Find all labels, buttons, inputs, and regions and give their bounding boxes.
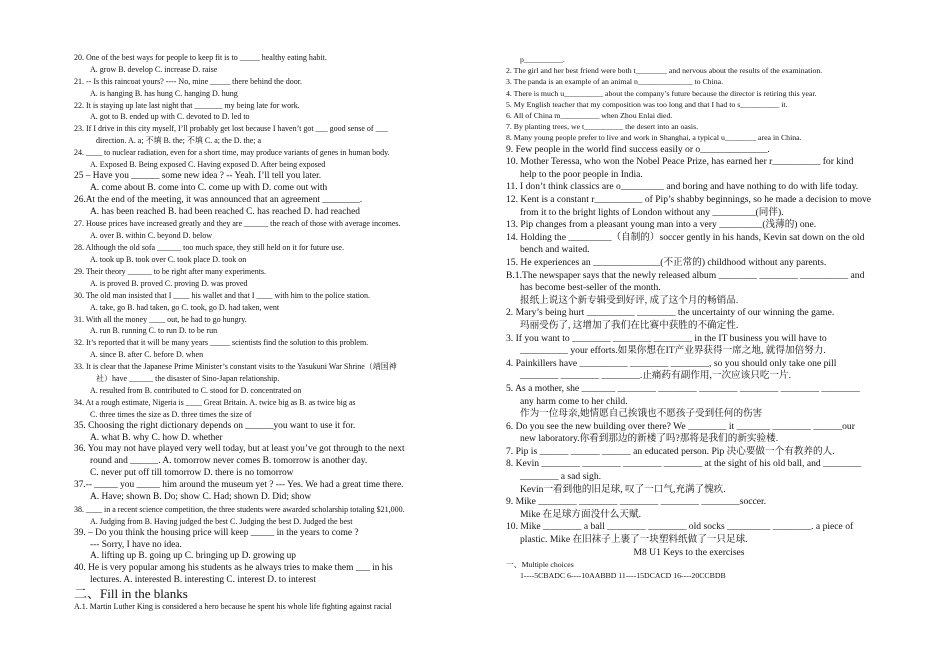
question-line: A. Exposed B. Being exposed C. Having exposed D. After being exposed xyxy=(90,160,326,170)
question-line: 25 – Have you ______ some new idea ? -- Yeah. I’ll tell you later. xyxy=(74,170,322,181)
question-line: direction. A. a; 不填 B. the; 不填 C. a; the D. the; a xyxy=(96,136,262,146)
question-line: 30. The old man insisted that I ____ his wallet and that I ____ with him to the police station. xyxy=(74,290,371,300)
section-heading: 二、Fill in the blanks xyxy=(74,586,188,602)
question-line: A.1. Martin Luther King is considered a hero because he spent his whole life fighting against racial xyxy=(74,602,392,612)
question-line: 36. You may not have played very well today, but at least you’ve got through to the next xyxy=(74,444,405,455)
question-line: A. come about B. come into C. come up with D. come out with xyxy=(90,182,328,193)
question-line: A. take, go B. had taken, go C. took, go D. had taken, went xyxy=(90,302,280,312)
question-line: 39. – Do you think the housing price will keep _____ in the years to come ? xyxy=(74,527,359,538)
question-line: 22. It is staying up late last night that _______ my being late for work. xyxy=(74,100,300,110)
fill-blank-line: 2. The girl and her best friend were both t________ and nervous about the results of the examination. xyxy=(506,66,823,76)
question-line: A. is proved B. proved C. proving D. was proved xyxy=(90,278,248,288)
fill-blank-item: 12. Kent is a constant r__________ of Pip’s shabby beginnings, so he made a decision to move from it to the bright lights of London without any _________(同伴). xyxy=(506,194,872,218)
translation-item: 8. Kevin ________ ________ ________ ________ at the sight of his old ball, and ________ ________ a sad sigh. xyxy=(506,458,862,483)
question-line: round and ______. A. tomorrow never comes B. tomorrow is another day. xyxy=(90,456,368,467)
translation-chinese: 玛丽受伤了, 这增加了我们在比赛中获胜的不确定性. xyxy=(520,319,739,331)
question-line: 38. ____ in a recent science competition, the three students were awarded scholarship totaling $21,000. xyxy=(74,504,405,514)
question-line: lectures. A. interested B. interesting C. interest D. to interest xyxy=(90,575,316,586)
question-line: 32. It’s reported that it will be many years _____ scientists find the solution to this problem. xyxy=(74,338,369,348)
translation-item: 4. Painkillers have __________ ________ ________, so you should only take one pill ________ ________ ________.止痛药有副作用,一次应该只吃一片. xyxy=(506,357,837,382)
keys-line: 1----5CBADC 6----10AABBD 11----15DCACD 16----20CCBDB xyxy=(520,571,726,581)
question-line: A. is hanging B. has hung C. hanging D. hung xyxy=(90,88,238,98)
fill-blank-line: 6. All of China m__________ when Zhou Enlai died. xyxy=(506,111,673,121)
question-line: C. three times the size as D. three times the size of xyxy=(90,409,252,419)
fill-blank-line: 4. There is much u__________ about the company’s future because the director is retiring this year. xyxy=(506,88,817,98)
translation-chinese: Kevin一看到他的旧足球, 叹了一口气,充满了愧疚. xyxy=(520,483,726,495)
question-line: 23. If I drive in this city myself, I’ll probably get lost because I haven’t got ___ good sense of ___ xyxy=(74,124,388,134)
question-line: 27. House prices have increased greatly and they are ______ the reach of those with average incomes. xyxy=(74,219,401,229)
translation-item: 6. Do you see the new building over there? We ________ it _______ ________ ______our new laboratory.你看到那边的新楼了吗?那将是我们的新实验楼. xyxy=(506,420,855,445)
question-line: A. over B. within C. beyond D. below xyxy=(90,231,212,241)
question-line: 29. Their theory ______ to be right after many experiments. xyxy=(74,267,267,277)
translation-chinese: Mike 在足球方面没什么天赋. xyxy=(520,508,641,520)
fill-blank-line: p__________. xyxy=(520,55,565,64)
question-line: A. lifting up B. going up C. bringing up D. growing up xyxy=(90,551,296,562)
question-line: 21. -- Is this raincoat yours? ---- No, mine _____ there behind the door. xyxy=(74,76,302,86)
translation-item: 2. Mary’s being hurt __________ ________ the uncertainty of our winning the game. xyxy=(506,307,835,319)
question-line: 33. It is clear that the Japanese Prime Minister’s constant visits to the Yasukuni War Shrine（靖国神 xyxy=(74,362,397,372)
question-line: 40. He is very popular among his students as he always tries to make them ___ in his xyxy=(74,563,393,574)
right-column xyxy=(506,54,872,582)
question-line: A. Judging from B. Having judged the best C. Judging the best D. Judged the best xyxy=(90,516,353,526)
left-column xyxy=(74,52,446,613)
fill-blank-line: 5. My English teacher that my composition was too long and that I had to s__________ it. xyxy=(506,99,788,109)
question-line: A. resulted from B. contributed to C. stood for D. concentrated on xyxy=(90,385,302,395)
translation-item: 5. As a mother, she _______ ________ ________ ________ ________ ________ ________ any harm come to her child. xyxy=(506,382,860,407)
question-line: A. since B. after C. before D. when xyxy=(90,350,204,360)
question-line: A. got to B. ended up with C. devoted to D. led to xyxy=(90,112,250,122)
question-line: A. grow B. develop C. increase D. raise xyxy=(90,64,218,74)
question-line: C. never put off till tomorrow D. there is no tomorrow xyxy=(90,468,294,479)
keys-subtitle: 一、Multiple choices xyxy=(506,560,574,570)
fill-blank-item: 11. I don’t think classics are o_________ and boring and have nothing to do with life today. xyxy=(506,181,859,193)
question-line: 20. One of the best ways for people to keep fit is to _____ healthy eating habit. xyxy=(74,53,327,62)
question-line: --- Sorry, I have no idea. xyxy=(90,539,182,550)
fill-blank-line: 8. Many young people prefer to live and work in Shanghai, a typical u________ area in China. xyxy=(506,133,802,143)
question-line: 社）have ______ the disaster of Sino-Japan relationship. xyxy=(96,374,280,384)
question-line: 35. Choosing the right dictionary depends on ______you want to use it for. xyxy=(74,420,356,431)
translation-item: B.1.The newspaper says that the newly released album ________ ________ __________ and has become best-seller of the month. xyxy=(506,269,865,294)
fill-blank-item: 14. Holding the _________（自制的）soccer gently in his hands, Kevin sat down on the old bench and waited. xyxy=(506,231,865,256)
fill-blank-line: 7. By planting trees, we t__________ the desert into an oasis. xyxy=(506,122,699,132)
question-line: 24. ____ to nuclear radiation, even for a short time, may produce variants of genes in human body. xyxy=(74,148,390,158)
question-line: A. has been reached B. had been reached C. has reached D. had reached xyxy=(90,206,360,217)
translation-chinese: 报纸上说这个新专辑受到好评, 成了这个月的畅销品. xyxy=(520,294,739,306)
question-line: A. Have; shown B. Do; show C. Had; shown D. Did; show xyxy=(90,491,312,502)
question-line: A. run B. running C. to run D. to be run xyxy=(90,326,218,336)
question-line: 28. Although the old sofa ______ too much space, they still held on it for future use. xyxy=(74,243,344,253)
question-line: A. what B. why C. how D. whether xyxy=(90,432,223,443)
fill-blank-item: 10. Mother Teressa, who won the Nobel Peace Prize, has earned her r__________ for kind help to the poor people in India. xyxy=(506,156,854,180)
fill-blank-item: 13. Pip changes from a pleasant young man into a very _________(浅薄的) one. xyxy=(506,219,817,231)
keys-title: M8 U1 Keys to the exercises xyxy=(633,546,745,558)
translation-item: 7. Pip is ______ ______ ______ an educated person. Pip 决心要做一个有教养的人. xyxy=(506,445,835,457)
translation-item: 9. Mike ________ ________ ________ ________ ________soccer. xyxy=(506,496,767,508)
translation-item: 10. Mike ________ a ball ________ ________ old socks _________ ________. a piece of plastic. Mike 在旧袜子上裹了一块塑料纸做了一只足球. xyxy=(506,521,854,546)
translation-chinese: 作为一位母亲,她情愿自己挨饿也不愿孩子受到任何的伤害 xyxy=(520,408,763,420)
translation-item: 3. If you want to ________ ________ ________ in the IT business you will have to __________ your efforts.如果你想在IT产业界获得一席之地, 就得加倍努力. xyxy=(506,332,827,357)
question-line: 34. At a rough estimate, Nigeria is ____ Great Britain. A. twice big as B. as twice big as xyxy=(74,397,356,407)
fill-blank-item: 9. Few people in the world find success easily or o______________. xyxy=(506,143,770,155)
question-line: A. took up B. took over C. took place D. took on xyxy=(90,255,247,265)
question-line: 37.-- _____ you _____ him around the museum yet ? --- Yes. We had a great time there. xyxy=(74,480,404,491)
question-line: 26.At the end of the meeting, it was announced that an agreement ________. xyxy=(74,194,363,205)
question-line: 31. With all the money ____ out, he had to go hungry. xyxy=(74,314,247,324)
fill-blank-item: 15. He experiences an ______________(不正常的) childhood without any parents. xyxy=(506,256,827,268)
fill-blank-line: 3. The panda is an example of an animal n______________ to China. xyxy=(506,77,724,87)
